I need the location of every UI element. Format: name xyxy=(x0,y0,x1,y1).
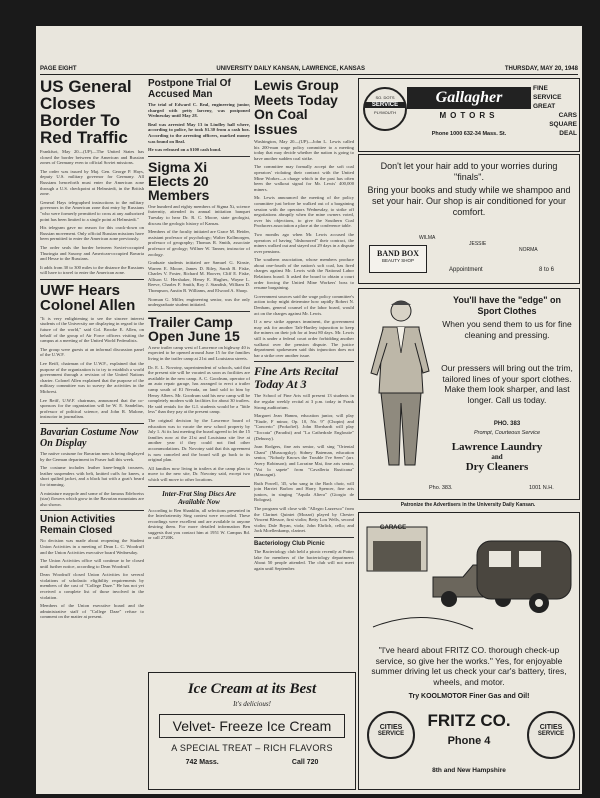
headline-lewis-group: Lewis Group Meets Today On Coal Issues xyxy=(254,78,339,137)
article-paragraph: He was released on a $100 cash bond. xyxy=(148,147,222,153)
laundry-body: Our pressers will bring out the trim, tailored lines of your sport clothes. Make them look sharper, and last longer. Call us today. xyxy=(441,363,573,405)
laundry-address: 1001 N.H. xyxy=(529,485,554,491)
cities-logo-top-left: CITIES xyxy=(379,724,403,731)
article-paragraph: The order was issued by Maj. Gen. George P. Hays, deputy U.S. military governor for Germany. All Russians henceforth must enter the American zone through a U.S. checkpoint at Helmstedt, in the British zone. xyxy=(40,168,144,197)
slogan-great: GREAT xyxy=(533,103,556,110)
article-paragraph: Graduate students initiated are Samuel G. Kinsie, Warren E. Moore, James D. Riley, Sarah B. Fiske, Charles V. Foster, Richard M. Hoover, Cliff E. Fiske, Allison U. Hershaker, Henry E. Hughes, Wayne L. Reeve, Charles F. Smith, Roy J. Standish, William D. Thompson, Austin B. Williams, and Elwood A. Sharp. xyxy=(148,260,250,294)
column-divider xyxy=(148,486,250,487)
article-paragraph: The original decision by the Lawrence board of education was to vacate the new school property by July 1. At its last meeting the board agreed to let the 15 families now at the 21st and Louisiana site live at another year if they could not find other accommodations. Dr. Novotny said that this agreement is now canceled and the board will go back to its original plan. xyxy=(148,417,250,463)
laundry-name xyxy=(419,441,575,473)
article-paragraph: It adds from 30 to 300 miles to the distance the Russians will have to travel to enter the American zone. xyxy=(40,264,144,276)
gallagher-motors-ad xyxy=(358,78,580,152)
article-paragraph: The group were guests at an informal discussion panel of the U.W.F. xyxy=(40,346,144,358)
column-divider xyxy=(40,510,144,511)
article-paragraph: His telegram gave no reason for this crack-down on Russian movement. Only official Russian missions have been permitted to enter the American zone previously. xyxy=(40,225,144,242)
patronize-banner: Patronize the Advertisers in the University Daily Kansan. xyxy=(400,502,536,508)
article-paragraph: Washington, May 20—(UP)—John L. Lewis called his 200-man wage policy committee to a meeting today that may decide whether the nation is going to have another sudden coal strike. xyxy=(254,139,354,161)
article-paragraph: Ruth Powell, '45, who sang in the Bach choir, will join Harriet Barlow and Harry Spencer, fine arts juniors, in singing "Aquila Altera" (Giorgio de Bologna). xyxy=(254,480,354,503)
article-paragraph: A miniature maypole and some of the famous Edelweiss (star) flowers which grow in the Bavarian mountains are also shown. xyxy=(40,490,144,507)
emblem-top-text: SO. DOTS xyxy=(375,95,395,100)
headline-postpone-trial: Postpone Trial Of Accused Man xyxy=(148,78,231,100)
article-paragraph: All families now living in trailers at the camp plan to move to the new site, Dr. Novotny said, except two which will move to other locations. xyxy=(148,465,250,482)
laundry-phone-line: PHO. 383 xyxy=(493,421,521,427)
beauty-body: Bring your books and study while we shampoo and set your hair. Our shop is air conditioned for your comfort. xyxy=(367,185,571,217)
article-paragraph: The southern association, whose members produce about one-fourth of the nation's soft coal, has fired charges against Mr. Lewis with the National Labor Relations board. It asked the board to obtain a court order forcing the United Mine Workers' boss to resume bargaining. xyxy=(254,257,354,291)
article-paragraph: According to Ben Shanklin, all selections presented in the Interfraternity Sing contest were recorded. These recordings were excellent and are available to anyone desiring them. For more detailed information Ben suggests that you contact him at 1951 W. Campus Rd. or call 2720K. xyxy=(148,507,250,541)
article-paragraph: Beal was arrested May 13 in Lindley hall where, according to police, he took $1.30 from a cash box. According to the arresting officers, marked money was found on Beal. xyxy=(148,121,250,144)
laundry-name-line3: Dry Cleaners xyxy=(465,461,529,473)
gallagher-phone: Phone 1000 632-34 Mass. St. xyxy=(431,131,507,137)
article-paragraph: Mr. Lewis announced the meeting of the policy committee just before he walked out of a bargaining session with the operators Wednesday, to strike off negotiations abruptly when the mine owners voted, over his objections, to give the Southern Coal Producers association a place at the conference table. xyxy=(254,195,354,229)
article-paragraph: The program will close with "Allegro Lazzesco" from the Clarinet Quintet (Mozart) played by Chester Vincent Blessoe, first violin; Betty Lou Wells, second violin; Dale Bryan, viola; John Ehrlich, cello; and Jack Moellenkamp, clarinet. xyxy=(254,506,354,534)
laundry-phone: Pho. 383. xyxy=(429,485,453,491)
column-divider xyxy=(148,311,250,312)
fritz-name: FRITZ CO. xyxy=(427,711,511,730)
de-soto-emblem xyxy=(363,87,407,131)
article-paragraph: Norman G. Miller, engineering senior, was the only undergraduate student initiated. xyxy=(148,296,250,308)
headline-fine-arts: Fine Arts Recital Today At 3 xyxy=(254,364,339,392)
article-paragraph: The committee may formally accept the soft coal operators' violating their contract with the United Mine Worker—a charge which in the past has often been the walkout signal for Mr. Lewis' 400,000 miners. xyxy=(254,164,354,192)
fritz-koolmotor: Try KOOLMOTOR Finer Gas and Oil! xyxy=(408,693,530,700)
column-three xyxy=(254,78,354,666)
beauty-hours: 8 to 6 xyxy=(539,267,555,273)
laundry-lead: When you send them to us for fine cleaning and pressing. xyxy=(442,319,572,340)
band-box-subtitle: BEAUTY SHOP xyxy=(382,258,414,263)
article-paragraph: The native costume for Bavarian men is being displayed by the German department in Fraser hall this week. xyxy=(40,450,144,462)
headline-bavarian: Bavarian Costume Now On Display xyxy=(40,426,139,449)
ice-cream-phone: Call 720 xyxy=(291,759,319,766)
headline-inter-frat: Inter-Frat Sing Discs Are Available Now xyxy=(162,489,236,506)
article-paragraph: Members of the Union executive board and the administrative staff of "College Daze" refuse to comment on the matter at present. xyxy=(40,603,144,620)
column-divider xyxy=(148,156,250,157)
page-number: PAGE EIGHT xyxy=(40,66,77,72)
headline-union: Union Activities Remain Closed xyxy=(40,514,116,537)
article-paragraph: A new trailer camp west of Lawrence on highway 40 is expected to be opened around June 15 for the families living in the trailer camp at 21st and Louisiana streets. xyxy=(148,344,250,362)
article-paragraph: The costume includes leather knee-length trousers, leather suspenders with belt, knitted cuffs for knees, a short quilted jacket, and a black hat with a goat's beard for trimming. xyxy=(40,465,144,487)
stylist-wilma: WILMA xyxy=(419,235,436,241)
article-paragraph: Government sources said the wage policy committee's action today might determine how rapidly Robert N. Denham, general counsel of the labor board, would act on the charges against Mr. Lewis. xyxy=(254,293,354,316)
column-divider xyxy=(40,423,144,424)
article-paragraph: The School of Fine Arts will present 13 students in the regular weekly recital at 3 p.m. today in Frank Strong auditorium. xyxy=(254,393,354,410)
gallagher-name: Gallagher xyxy=(407,87,531,109)
article-paragraph: If a new strike appears imminent, the government may ask for another Taft-Hartley injunction to keep the miners on their job for at least 80 days. Mr. Lewis still is under a federal court order forbidding another walkout over the pension dispute. The justice department spokesmen said this injunction does not bar a strike over another issue. xyxy=(254,319,354,358)
slogan-square: SQUARE xyxy=(549,121,577,128)
article-paragraph: "It is very enlightening to see the sincere interest students of the University are displaying in regard to the future of the world," said Col. Brooke E. Allen, on behalf of the group of Air Force officers visiting the campus at a meeting of the United World Federalists. xyxy=(40,315,144,344)
slogan-fine: FINE xyxy=(533,85,548,92)
column-one xyxy=(40,78,144,790)
headline-sigma-xi: Sigma Xi Elects 20 Members xyxy=(148,158,210,203)
article-paragraph: Lee Reiff, chairman of the U.W.F., explained that the purpose of the organization is to try to establish a world government through a revision of the United Nations charter. Colonel Allen explained that the purpose of the military committee was to survey the activities in the Midwest. xyxy=(40,361,144,394)
fritz-address: 8th and New Hampshire xyxy=(432,767,506,774)
ice-cream-tagline: It's delicious! xyxy=(233,700,271,708)
column-divider xyxy=(40,279,144,280)
headline-us-general: US General Closes Border To Red Traffic xyxy=(40,78,132,147)
newspaper-page xyxy=(36,26,582,794)
beauty-headline: Don't let your hair add to your worries during "finals". xyxy=(380,161,558,182)
folio-line xyxy=(40,64,578,75)
cities-logo-bottom-left: SERVICE xyxy=(377,731,405,737)
ice-cream-brand: Velvet- Freeze Ice Cream xyxy=(159,714,345,738)
cities-logo-top-right: CITIES xyxy=(539,724,563,731)
fritz-co-ad xyxy=(358,512,580,790)
column-two xyxy=(148,78,250,666)
column-divider xyxy=(254,361,354,362)
article-paragraph: Two months ago when Mr. Lewis accused the operators of having "dishonored" their contract, the miners walked out and stayed out 29 days in a dispute over pensions. xyxy=(254,231,354,254)
article-paragraph: The trial of Edward C. Beal, engineering junior, charged with petty larceny, was postponed Wednesday until May 28. xyxy=(148,102,250,119)
slogan-service: SERVICE xyxy=(533,94,562,101)
laundry-ad xyxy=(358,288,580,500)
issue-date: THURSDAY, MAY 20, 1948 xyxy=(504,66,578,72)
gallagher-motors-label: MOTORS xyxy=(439,111,499,120)
slogan-deal: DEAL xyxy=(559,130,577,137)
headline-bacteriology: Bacteriology Club Picnic xyxy=(254,541,325,548)
beauty-shop-ad xyxy=(358,154,580,284)
ice-cream-ad xyxy=(148,672,356,790)
masthead-line: UNIVERSITY DAILY KANSAN, LAWRENCE, KANSAS xyxy=(216,66,365,72)
fritz-phone: Phone 4 xyxy=(447,735,491,747)
cities-service-logo-left xyxy=(367,711,415,759)
stylist-norma: NORMA xyxy=(519,247,538,253)
article-paragraph: Joan Rodgers, fine arts senior, will sing "Oriental Chant" (Mussorgsky); Sidney Bateman, education senior, "Nobody Knows the Trouble I've Seen" (arr. Avery Robinson); and Lorraine Mai, fine arts senior, "Voi lo sapete" from "Cavalleria Rusticana" (Mascagni). xyxy=(254,444,354,478)
article-paragraph: Dean Woodruff closed Union Activities for several violations of scholastic eligibility requirements by members of the cast of "College Daze." He has not yet received a complete list of those involved in the violation. xyxy=(40,572,144,600)
laundry-headline: You'll have the "edge" on Sport Clothes xyxy=(452,295,562,316)
garage-car-trailer-illustration xyxy=(363,517,575,641)
article-paragraph: Dr. E. L. Novotny, superintendent of schools, said that the present site will be vacated as soon as facilities are available in the new camp. A. C. Goodrum, operator of an auto repair garage, has arranged to erect a trailer camp south of El Nevada, on land sold to him by Henry Albers. Mr. Goodrum said his new camp will be completely modern with facilities for about 30 trailers. He said rentals for the G.I. students would be a "little less" than they pay at the present camp. xyxy=(148,364,250,415)
emblem-bottom-text: PLYMOUTH xyxy=(374,110,396,115)
emblem-service-text: SERVICE xyxy=(365,102,405,108)
ice-cream-special: A SPECIAL TREAT – RICH FLAVORS xyxy=(171,743,333,753)
headline-uwf: UWF Hears Colonel Allen xyxy=(40,281,136,314)
laundry-service-slogan: Prompt, Courteous Service xyxy=(473,430,541,436)
ice-cream-title: Ice Cream at its Best xyxy=(187,681,317,697)
slogan-cars: CARS xyxy=(558,112,577,119)
stylist-jessie: JESSIE xyxy=(469,241,487,247)
article-paragraph: Frankfurt, May 20—(UP)—The United States has closed the border between the American and Russian zones of Germany even to official Soviet missions. xyxy=(40,149,144,166)
headline-trailer-camp: Trailer Camp Open June 15 xyxy=(148,313,240,344)
fritz-body: "I've heard about FRITZ CO. thorough check-up service, so give her the works." Yes, for enjoyable summer driving let us check your car's battery, tires, wheels, and motor. xyxy=(371,645,567,687)
garage-sign: GARAGE xyxy=(379,525,407,531)
article-paragraph: Members of the faculty initiated are Grace M. Heider, assistant professor of psychology; Walter Kollmorgen, professor of geography; Thomas R. Smith, associate professor of geology; Willner W. Tanner, instructor of zoology. xyxy=(148,229,250,257)
laundry-name-line2: and xyxy=(491,453,503,461)
appointment-label: Appointment xyxy=(449,267,483,273)
article-paragraph: Margaret Jean Hamm, education junior, will play "Etude, F minor, Op. 10, No. 9" (Chopin) and "Concerto" (Prokofief). John Eberhardt will play "Toccata" (Paradisi) and "La Cathedrale Engloutie" (Debussy). xyxy=(254,413,354,441)
laundry-name-line1: Lawrence Laundry xyxy=(451,441,543,453)
cities-logo-bottom-right: SERVICE xyxy=(537,731,565,737)
article-paragraph: The Union Activities office will continue to be closed until further notice, according to Dean Woodruff. xyxy=(40,558,144,569)
article-paragraph: General Hays telegraphed instructions to the military governors in the American zone that entry by Russians "who were formerly permitted to cross at any authorized point has been limited to a single point at Helmstedt." xyxy=(40,199,144,222)
cities-service-logo-right xyxy=(527,711,575,759)
article-paragraph: No decision was made about reopening the Student Union Activities in a meeting of Dean L. C. Woodruff and the Union Activities executive board Wednesday. xyxy=(40,538,144,555)
article-paragraph: The order seals the border between Soviet-occupied Thuringia and Saxony and American-occupied Bavaria and Hesse to the Russians. xyxy=(40,244,144,262)
ice-cream-address: 742 Mass. xyxy=(185,759,219,766)
column-divider xyxy=(254,537,354,538)
article-paragraph: One hundred and eighty members of Sigma Xi, science fraternity, attended its annual initiation banquet Tuesday to hear Dr. R. C. Moore, state geologist, discuss the geologic history of Kansas. xyxy=(148,203,250,226)
article-paragraph: The Bacteriology club held a picnic recently at Potter lake for members of the bacteriology department. About 50 people attended. The club will not meet again until September. xyxy=(254,549,354,571)
band-box-name: BAND BOX xyxy=(376,249,419,258)
article-paragraph: Lee Reiff, U.W.F. chairman, announced that the co-sponsors for the organization will be W. E. Sandelius, professor of political science, and John R. Malone, instructor in journalism. xyxy=(40,397,144,420)
band-box-sign xyxy=(369,245,427,273)
